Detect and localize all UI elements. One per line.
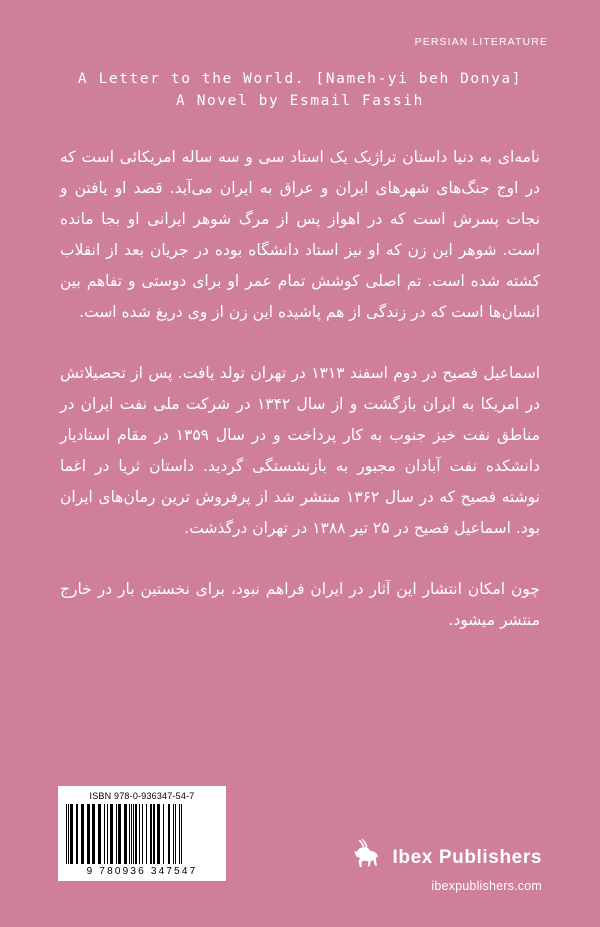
publisher-website: ibexpublishers.com	[431, 879, 542, 893]
book-title-line-2: A Novel by Esmail Fassih	[176, 93, 424, 109]
blurb-paragraph-2: اسماعیل فصیح در دوم اسفند ۱۳۱۳ در تهران تولد یافت. پس از تحصیلاتش در امریکا به ایران بازگشت و از سال ۱۳۴۲ در شرکت ملی نفت ایران در مناطق نفت خیز جنوب به کار پرداخت و در سال ۱۳۵۹ در مقام استادیار دانشکده نفت آبادان مجبور به بازنشستگی گردید. داستان ثریا در اغما نوشته فصیح که در سال ۱۳۶۲ منتشر شد از پرفروش ترین رمان‌های ایران بود. اسماعیل فصیح در ۲۵ تیر ۱۳۸۸ در تهران درگذشت.	[60, 364, 541, 537]
book-title-line-1: A Letter to the World. [Nameh-yi beh Donya]	[77, 71, 523, 87]
barcode-icon	[64, 804, 220, 864]
publisher-name: Ibex Publishers	[392, 846, 542, 868]
book-title-block	[0, 68, 600, 112]
blurb-paragraph-3: چون امکان انتشار این آثار در ایران فراهم نبود، برای نخستین بار در خارج منتشر میشود.	[60, 580, 540, 629]
ibex-antelope-logo-icon	[345, 838, 383, 877]
blurb-paragraph-1: نامه‌ای به دنیا داستان تراژیک یک استاد سی و سه ساله امریکائی است که در اوج جنگ‌های شهرهای ایران و عراق به ایران می‌آید. قصد او یافتن و نجات پسرش است که در اهواز پس از مرگ شوهر ایرانی او بجا مانده است. شوهر این زن که او نیز استاد دانشگاه بوده در جریان بعد از انقلاب کشته شده است. تم اصلی کوشش تمام عمر او برای دوستی و تفاهم بین انسان‌ها است که در زندگی از هم پاشیده این زن از وی دریغ شده است.	[60, 148, 540, 321]
blurb-section	[60, 142, 540, 636]
barcode-digits: 9 780936 347547	[86, 866, 198, 877]
publisher-block	[345, 838, 542, 893]
category-label: PERSIAN LITERATURE	[414, 36, 548, 48]
isbn-barcode-block	[58, 786, 226, 881]
isbn-label: ISBN 978-0-936347-54-7	[89, 791, 195, 801]
